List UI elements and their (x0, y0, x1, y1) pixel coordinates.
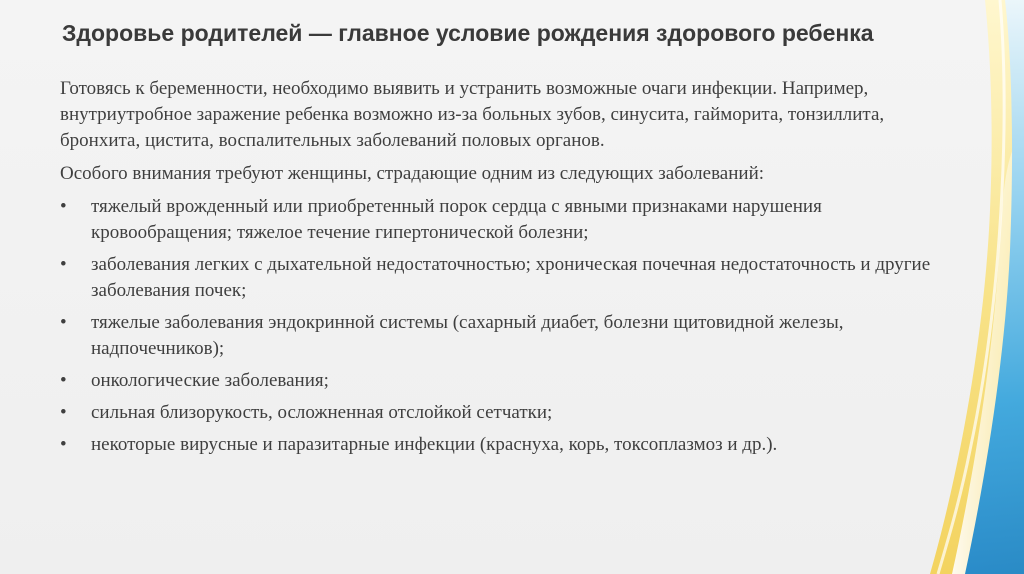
slide-body (60, 76, 940, 464)
bullet-icon: • (60, 196, 67, 217)
list-item (60, 432, 940, 458)
list-item (60, 252, 940, 304)
list-item (60, 310, 940, 362)
list-item-text: заболевания легких с дыхательной недостаточностью; хроническая почечная недостаточность и другие заболевания почек; (91, 254, 931, 301)
list-item-text: тяжелый врожденный или приобретенный порок сердца с явными признаками нарушения кровообращения; тяжелое течение гипертонической болезни; (91, 196, 822, 243)
conditions-list (60, 194, 940, 458)
bullet-icon: • (60, 434, 67, 455)
lead-paragraph: Особого внимания требуют женщины, страдающие одним из следующих заболеваний: (60, 163, 765, 184)
bullet-icon: • (60, 402, 67, 423)
slide-title: Здоровье родителей — главное условие рождения здорового ребенка (62, 20, 874, 46)
bullet-icon: • (60, 370, 67, 391)
bullet-icon: • (60, 254, 67, 275)
list-item (60, 400, 940, 426)
list-item-text: онкологические заболевания; (91, 370, 329, 391)
intro-paragraph: Готовясь к беременности, необходимо выявить и устранить возможные очаги инфекции. Например, внутриутробное заражение ребенка возможно из-за больных зубов, синусита, гайморита, тонзиллита, бронхита, цистита, воспалительных заболеваний половых органов. (60, 78, 885, 151)
list-item-text: сильная близорукость, осложненная отслойкой сетчатки; (91, 402, 553, 423)
list-item (60, 194, 940, 246)
list-item-text: некоторые вирусные и паразитарные инфекции (краснуха, корь, токсоплазмоз и др.). (91, 434, 778, 455)
list-item (60, 368, 940, 394)
list-item-text: тяжелые заболевания эндокринной системы (сахарный диабет, болезни щитовидной железы, надпочечников); (91, 312, 844, 359)
bullet-icon: • (60, 312, 67, 333)
